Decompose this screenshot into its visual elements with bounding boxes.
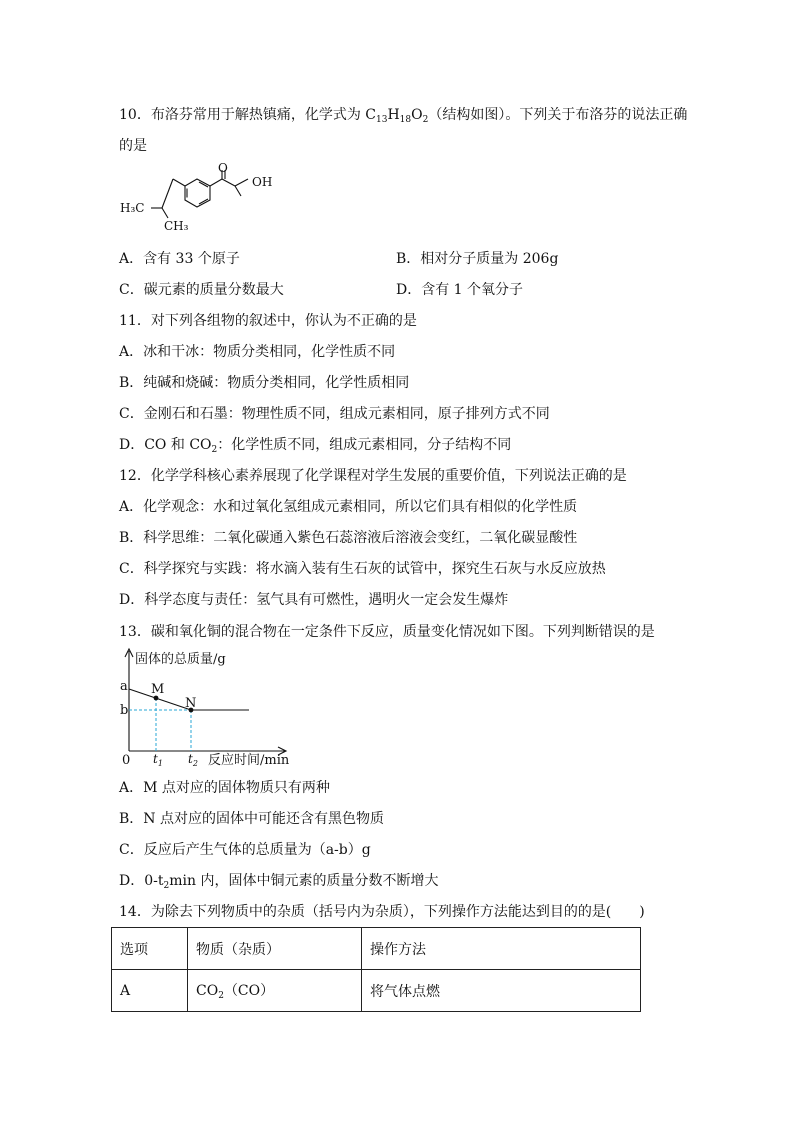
graph-t2-label: $t_2$	[188, 752, 198, 768]
header-substance: 物质（杂质）	[188, 928, 362, 970]
q10-option-a: A．含有 33 个原子	[119, 251, 240, 267]
structure-ch3-label: CH₃	[164, 219, 189, 233]
q13-option-b: B．N 点对应的固体中可能还含有黑色物质	[119, 811, 384, 827]
structure-o-label: O	[218, 162, 228, 175]
q12-stem: 12．化学学科核心素养展现了化学课程对学生发展的重要价值，下列说法正确的是	[119, 468, 627, 484]
q14-stem: 14．为除去下列物质中的杂质（括号内为杂质），下列操作方法能达到目的的是( )	[119, 904, 645, 920]
mass-time-graph	[112, 645, 302, 770]
q12-option-b: B．科学思维：二氧化碳通入紫色石蕊溶液后溶液会变红，二氧化碳显酸性	[119, 530, 578, 546]
graph-m-label: M	[151, 682, 165, 697]
q10-stem-line2: 的是	[119, 138, 147, 154]
graph-origin-label: 0	[122, 753, 131, 768]
graph-t1-label: $t_1$	[153, 752, 163, 768]
q12-option-d: D．科学态度与责任：氢气具有可燃性，遇明火一定会发生爆炸	[119, 592, 509, 608]
header-option: 选项	[112, 928, 188, 970]
q11-stem: 11．对下列各组物的叙述中，你认为不正确的是	[119, 313, 417, 329]
graph-b-label: b	[120, 703, 129, 718]
q10-stem-line1: 10．布洛芬常用于解热镇痛，化学式为 $C_{13}H_{18}O_2$（结构如图）。下列关于布洛芬的说法正确	[119, 107, 688, 125]
structure-oh-label: OH	[252, 175, 273, 189]
q11-option-c: C．金刚石和石墨：物理性质不同，组成元素相同，原子排列方式不同	[119, 406, 550, 422]
graph-ylabel: 固体的总质量/g	[135, 652, 226, 667]
structure-h3c-label: H₃C	[120, 201, 145, 215]
q10-option-d: D．含有 1 个氧分子	[396, 282, 524, 298]
q11-option-b: B．纯碱和烧碱：物质分类相同，化学性质相同	[119, 375, 410, 391]
table-header-row	[112, 928, 641, 970]
q13-stem: 13．碳和氧化铜的混合物在一定条件下反应，质量变化情况如下图。下列判断错误的是	[119, 624, 655, 640]
graph-a-label: a	[120, 679, 128, 694]
q13-option-d: D．$0-t_2\min$ 内，固体中铜元素的质量分数不断增大	[119, 873, 439, 891]
row-a-option: A	[112, 970, 188, 1012]
q10-option-b: B．相对分子质量为 206g	[396, 251, 559, 267]
graph-xlabel: 反应时间/min	[208, 753, 290, 768]
q13-option-a: A．M 点对应的固体物质只有两种	[119, 780, 330, 796]
header-method: 操作方法	[362, 928, 641, 970]
table-row	[112, 970, 641, 1012]
q11-option-d: D．CO 和 $CO_2$：化学性质不同，组成元素相同，分子结构不同	[119, 437, 512, 455]
q14-options-table	[111, 927, 641, 1012]
ibuprofen-structure	[115, 162, 285, 234]
q13-option-c: C．反应后产生气体的总质量为（a-b）g	[119, 842, 371, 858]
q12-option-a: A．化学观念：水和过氧化氢组成元素相同，所以它们具有相似的化学性质	[119, 499, 578, 515]
row-a-substance: $CO_2(CO)$	[188, 970, 362, 1012]
graph-n-label: N	[185, 696, 197, 711]
q12-option-c: C．科学探究与实践：将水滴入装有生石灰的试管中，探究生石灰与水反应放热	[119, 561, 606, 577]
q11-option-a: A．冰和干冰：物质分类相同，化学性质不同	[119, 344, 396, 360]
q10-option-c: C．碳元素的质量分数最大	[119, 282, 284, 298]
row-a-method: 将气体点燃	[362, 970, 641, 1012]
